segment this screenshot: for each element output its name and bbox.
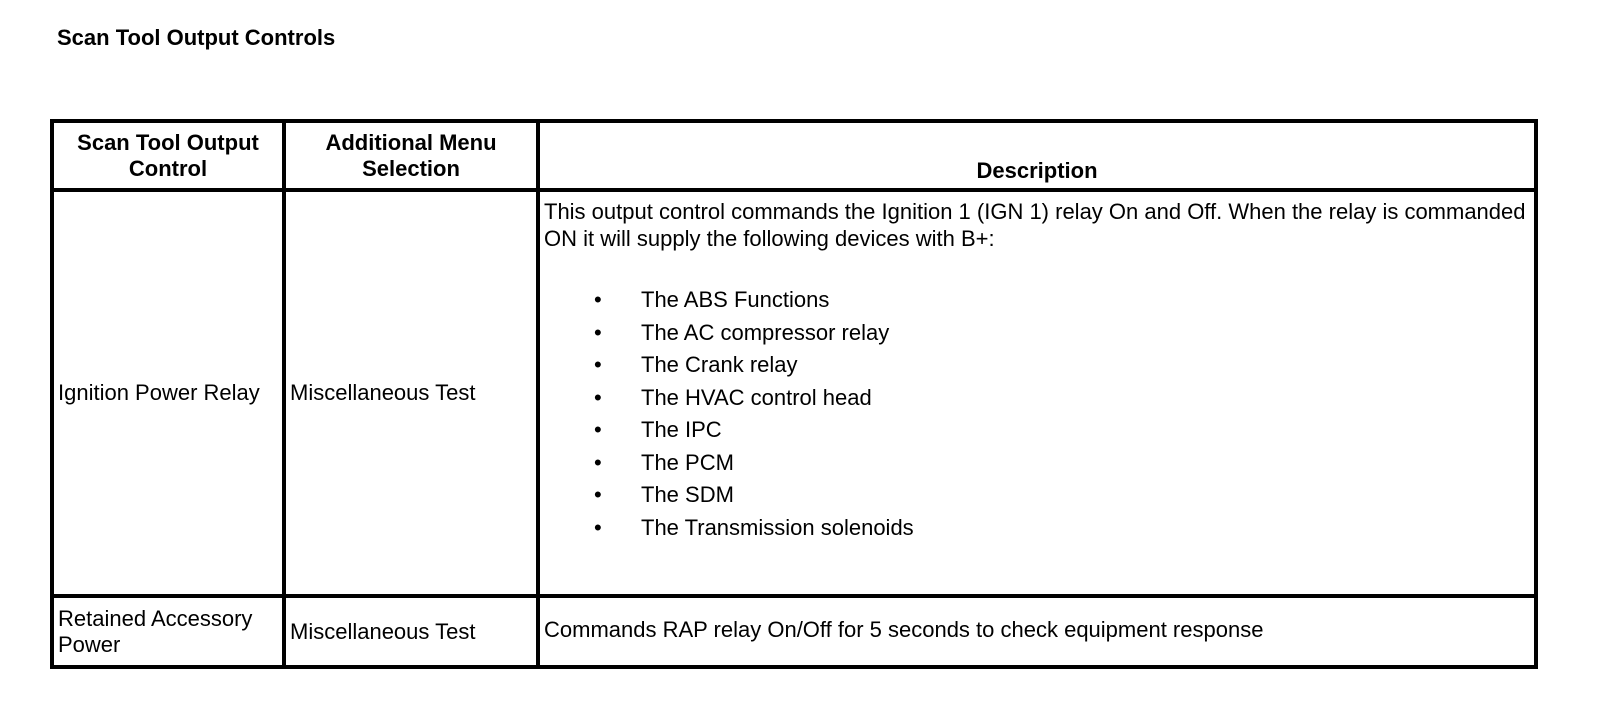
bullet-icon: • [594,287,602,312]
description-intro: This output control commands the Ignition 1 (IGN 1) relay On and Off. When the relay is commanded ON it will supply the following devices with B+: [544,199,1526,251]
device-label: The SDM [641,482,734,507]
list-item [544,414,1530,447]
device-label: The Transmission solenoids [641,514,914,540]
output-controls-table [50,119,1538,669]
list-item [544,349,1530,382]
bullet-icon: • [594,482,602,507]
bullet-icon: • [594,449,602,475]
list-item [544,479,1530,512]
device-label: The ABS Functions [641,287,830,312]
table-row [52,190,1536,596]
device-list [544,284,1530,544]
header-description: Description [538,121,1536,190]
device-label: The AC compressor relay [641,319,890,345]
table-body [52,190,1536,667]
list-item [544,317,1530,350]
device-label: The HVAC control head [641,384,872,410]
menu-cell: Miscellaneous Test [284,596,538,667]
list-item [544,447,1530,480]
device-label: The PCM [641,449,734,475]
bullet-icon: • [594,384,602,410]
list-item [544,512,1530,545]
header-row [52,121,1536,190]
device-label: The IPC [641,417,722,442]
table-header [52,121,1536,190]
header-menu-selection: Additional Menu Selection [284,121,538,190]
description-cell [538,190,1536,596]
description-cell: Commands RAP relay On/Off for 5 seconds to check equipment response [538,596,1536,667]
table-row [52,596,1536,667]
page-title: Scan Tool Output Controls [57,25,336,50]
bullet-icon: • [594,417,602,442]
list-item [544,382,1530,415]
control-cell: Ignition Power Relay [52,190,284,596]
device-label: The Crank relay [641,352,798,377]
header-control: Scan Tool Output Control [52,121,284,190]
bullet-icon: • [594,352,602,377]
menu-cell: Miscellaneous Test [284,190,538,596]
bullet-icon: • [594,514,602,540]
list-item [544,284,1530,317]
bullet-icon: • [594,319,602,345]
control-cell: Retained Accessory Power [52,596,284,667]
